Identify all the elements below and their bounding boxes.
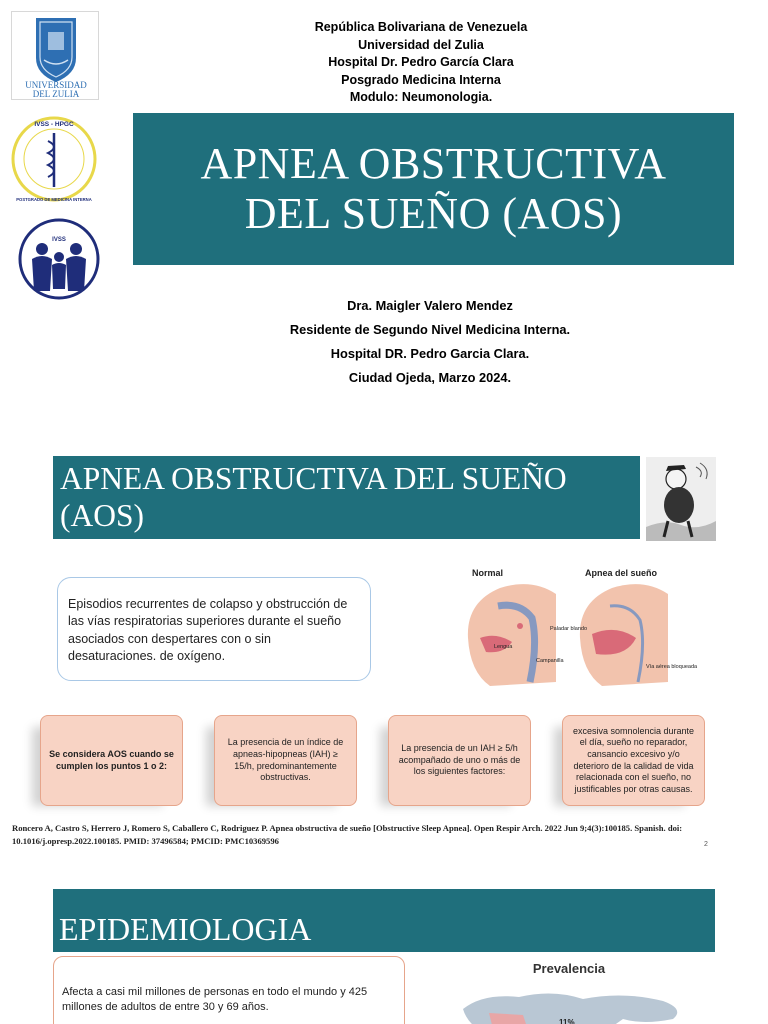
slide3-title-banner: [53, 889, 715, 952]
author-line: Ciudad Ojeda, Marzo 2024.: [348, 370, 512, 385]
label-normal: Normal: [472, 568, 504, 578]
institution-header: [232, 19, 610, 107]
criteria-card-text: Se considera AOS cuando se cumplen los puntos 1 o 2:: [49, 748, 174, 771]
hpgc-top-text: IVSS - HPGC: [34, 121, 74, 128]
epidemiology-box: [53, 956, 405, 1024]
label-apnea: Apnea del sueño: [585, 568, 658, 578]
hpgc-ring-text: POSTGRADO DE MEDICINA INTERNA: [16, 197, 92, 202]
label-paladar: Paladar blando: [550, 626, 588, 632]
prevalence-value: 11%: [559, 1018, 575, 1024]
slide2-title-banner: [53, 456, 640, 539]
cover-title-line: DEL SUEÑO (AOS): [244, 189, 623, 238]
label-lengua: Lengua: [494, 644, 513, 650]
institution-line: Modulo: Neumonologia.: [349, 90, 493, 105]
author-block: [190, 294, 670, 390]
criteria-card: [214, 715, 357, 806]
criteria-card-text: La presencia de un índice de apneas-hipopneas (IAH) ≥ 15/h, predominantemente obstructivas.: [227, 737, 344, 783]
author-line: Residente de Segundo Nivel Medicina Interna.: [289, 322, 571, 337]
definition-box: [57, 577, 371, 681]
airway-anatomy-illustration: [460, 562, 722, 694]
institution-line: Posgrado Medicina Interna: [341, 72, 501, 87]
slide3-title: EPIDEMIOLOGIA: [59, 911, 312, 947]
udz-line2: DEL ZULIA: [32, 89, 80, 99]
definition-text: Episodios recurrentes de colapso y obstrucción de las vías respiratorias superiores durante el sueño asociados con despertares con o sin desaturaciones. de oxígeno.: [68, 597, 348, 664]
criteria-card: [40, 715, 183, 806]
institution-line: Hospital Dr. Pedro García Clara: [328, 55, 514, 70]
udz-line1: UNIVERSIDAD: [25, 80, 87, 90]
criteria-card: [562, 715, 705, 806]
ivss-hpgc-postgrado-logo: [10, 113, 98, 205]
world-map: [423, 979, 715, 1024]
cover-title: [200, 139, 666, 239]
epidemiology-text: Afecta a casi mil millones de personas en todo el mundo y 425 millones de adultos de entre 30 y 69 años.: [62, 986, 368, 1013]
reference-citation: Roncero A, Castro S, Herrero J, Romero S, Caballero C, Rodriguez P. Apnea obstructiva de sueño [Obstructive Sleep Apnea]. Open Respir Arch. 2022 Jun 9;4(3):100185. Spanish. doi: 10.1016/j.opresp.2022.100185. PMID: 37496584; PMCID: PMC10369596: [12, 823, 683, 846]
universidad-del-zulia-logo: [11, 11, 99, 100]
snoring-man-illustration: [646, 457, 716, 541]
ivss-family-logo: [18, 217, 100, 301]
author-line: Dra. Maigler Valero Mendez: [347, 298, 513, 313]
slide2-title-line: (AOS): [60, 498, 144, 533]
slide2-title: [60, 460, 640, 534]
author-line: Hospital DR. Pedro Garcia Clara.: [330, 346, 530, 361]
page-number: 2: [704, 841, 708, 848]
slide2-title-line: APNEA OBSTRUCTIVA DEL SUEÑO: [60, 461, 567, 496]
institution-line: República Bolivariana de Venezuela: [314, 20, 528, 34]
criteria-card-text: excesiva somnolencia durante el día, sueño no reparador, cansancio excesivo y/o deterioro de la calidad de vida relacionada con el sueño, no justificables por otras causas.: [572, 725, 695, 794]
prevalence-title: Prevalencia: [532, 961, 606, 976]
label-campanilla: Campanilla: [536, 658, 564, 664]
ivss-label: IVSS: [52, 237, 66, 243]
cover-title-banner: [133, 113, 734, 265]
criteria-card: [388, 715, 531, 806]
prevalence-map-panel: [423, 953, 715, 1024]
cover-title-line: APNEA OBSTRUCTIVA: [200, 139, 667, 188]
criteria-card-text: La presencia de un IAH ≥ 5/h acompañado de uno o más de los siguientes factores:: [398, 743, 521, 777]
institution-line: Universidad del Zulia: [358, 37, 484, 52]
label-via-aerea: Vía aérea bloqueada: [646, 664, 698, 670]
